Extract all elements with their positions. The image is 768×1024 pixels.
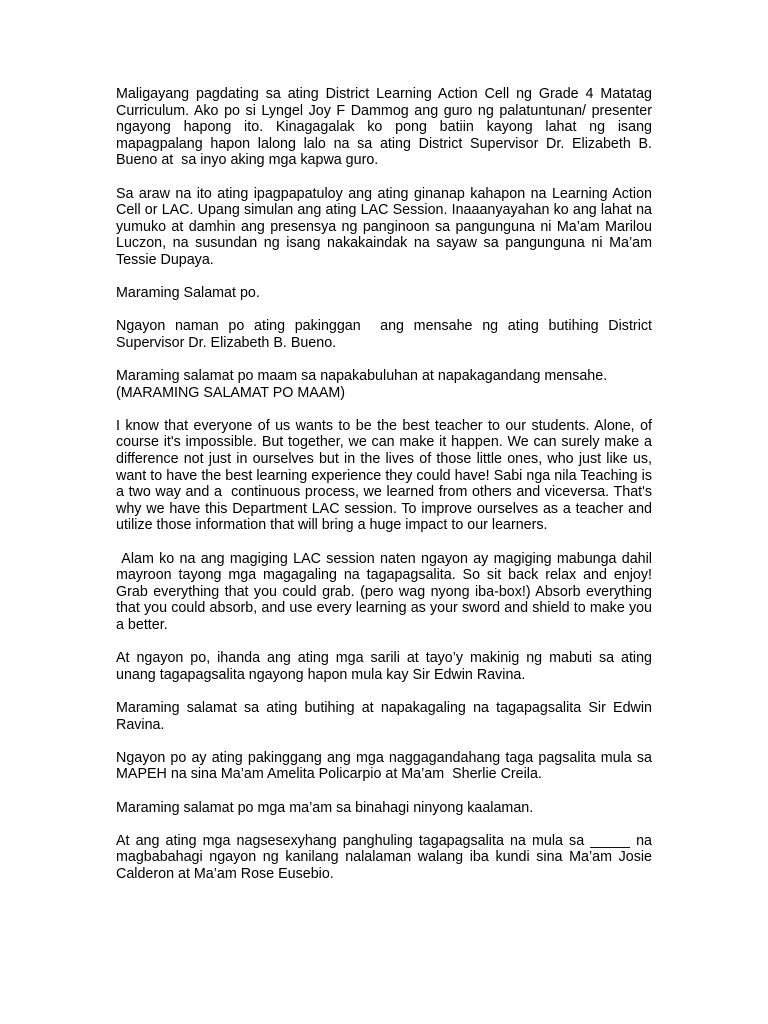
paragraph-first-speaker: At ngayon po, ihanda ang ating mga sarili at tayo’y makinig ng mabuti sa ating unang tagapagsalita ngayong hapon mula kay Sir Edwin Ravina. <box>116 650 656 683</box>
paragraph-thanks-1: Maraming Salamat po. <box>116 285 260 302</box>
document-page <box>116 86 656 899</box>
paragraph-lac-session: Alam ko na ang magiging LAC session naten ngayon ay magiging mabunga dahil mayroon tayong mga magagaling na tagapagsalita. So sit back relax and enjoy! Grab everything that you could grab. (pero wag nyong iba-box!) Absorb everything that you could absorb, and use every learning as your sword and shield to make you a better. <box>116 550 656 633</box>
paragraph-supervisor-message: Ngayon naman po ating pakinggan ang mensahe ng ating butihing District Supervisor Dr. Elizabeth B. Bueno. <box>116 318 656 351</box>
paragraph-best-teacher: I know that everyone of us wants to be the best teacher to our students. Alone, of course it's impossible. But together, we can make it happen. We can surely make a difference not just in ourselves but in the lives of those little ones, who just like us, want to have the best learning experience they could have! Sabi nga nila Teaching is a two way and a continuous process, we learned from others and viceversa. That's why we have this Department LAC session. To improve ourselves as a teacher and utilize those information that will bring a huge impact to our learners. <box>116 417 656 534</box>
paragraph-opening-prayer: Sa araw na ito ating ipagpapatuloy ang ating ginanap kahapon na Learning Action Cell or LAC. Upang simulan ang ating LAC Session. Inaaanyayahan ko ang lahat na yumuko at damhin ang presensya ng panginoon sa pangunguna ni Ma’am Marilou Luczon, na susundan ng isang nakakaindak na sayaw sa pangunguna ni Ma’am Tessie Dupaya. <box>116 185 656 268</box>
paragraph-welcome: Maligayang pagdating sa ating District Learning Action Cell ng Grade 4 Matatag Curriculum. Ako po si Lyngel Joy F Dammog ang guro ng palatuntunan/ presenter ngayong hapong ito. Kinagagalak ko pong batiin kayong lahat ng isang mapagpalang hapon lalong lalo na sa ating District Supervisor Dr. Elizabeth B. Bueno at sa inyo aking mga kapwa guro. <box>116 86 656 169</box>
paragraph-final-speakers: At ang ating mga nagsesexyhang panghuling tagapagsalita na mula sa _____ na magbabahagi ngayon ng kanilang nalalaman walang iba kundi sina Ma’am Josie Calderon at Ma’am Rose Eusebio. <box>116 832 656 882</box>
paragraph-thanks-supervisor: Maraming salamat po maam sa napakabuluhan at napakagandang mensahe. (MARAMING SALAMAT PO MAAM) <box>116 368 608 401</box>
paragraph-thanks-mapeh: Maraming salamat po mga ma’am sa binahagi ninyong kaalaman. <box>116 799 534 816</box>
paragraph-thanks-first-speaker: Maraming salamat sa ating butihing at napakagaling na tagapagsalita Sir Edwin Ravina. <box>116 699 656 733</box>
paragraph-mapeh-speakers: Ngayon po ay ating pakinggang ang mga naggagandahang taga pagsalita mula sa MAPEH na sina Ma’am Amelita Policarpio at Ma’am Sherlie Creila. <box>116 749 656 783</box>
